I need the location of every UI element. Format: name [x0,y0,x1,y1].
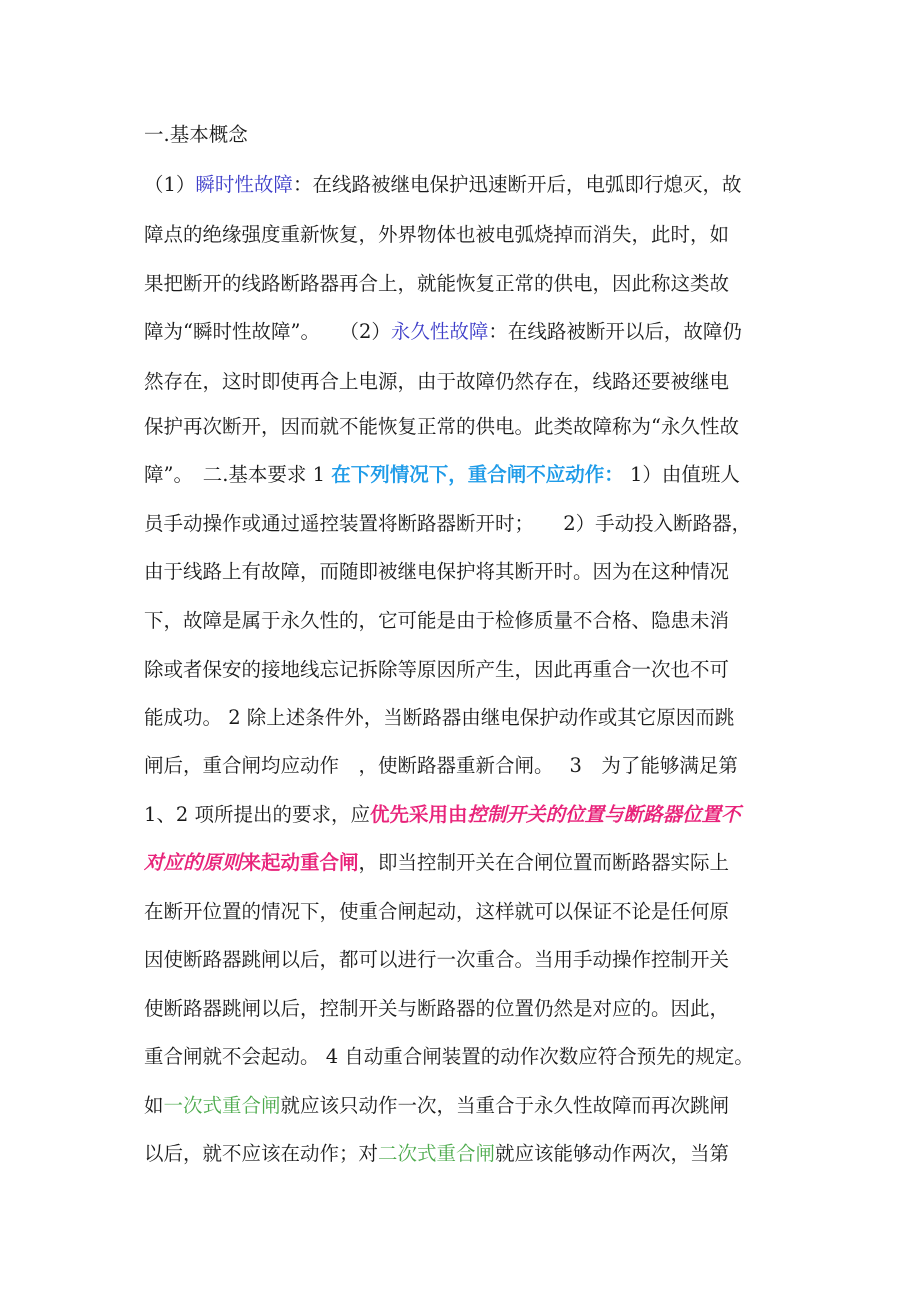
highlight-priority: 优先采用由 [370,803,468,826]
highlight-principle: 控制开关的位置与断路器位置不 [467,803,741,826]
term-two-shot-reclose: 二次式重合闸 [378,1142,496,1165]
text-line [144,462,740,488]
highlight-principle: 对应的原则 [144,851,242,874]
text-run: 就应该能够动作两次，当第 [495,1142,730,1165]
highlight-start-reclose: 来起动重合闸 [241,851,359,874]
text-run: 1）由值班人 [623,463,740,486]
text-line: 重合闸就不会起动。 4 自动重合闸装置的动作次数应符合预先的规定。 [144,1045,754,1068]
text-line [144,172,741,198]
text-run: ，即当控制开关在合闸位置而断路器实际上 [358,851,730,874]
text-run: ：在线路被继电保护迅速断开后，电弧即行熄灭，故 [292,173,742,196]
text-run: 障”。 二.基本要求 1 [144,463,332,486]
text-line: 由于线路上有故障，而随即被继电保护将其断开时。因为在这种情况 [144,560,730,583]
highlight-no-reclose: 在下列情况下，重合闸不应动作： [331,463,624,486]
text-run: 以后，就不应该在动作；对 [144,1142,379,1165]
text-line: 下，故障是属于永久性的，它可能是由于检修质量不合格、隐患未消 [144,609,730,632]
term-permanent-fault: 永久性故障 [390,320,489,343]
text-line [144,850,729,876]
text-run: 障为“瞬时性故障”。 （2） [144,320,391,343]
text-line: 果把断开的线路断路器再合上，就能恢复正常的供电，因此称这类故 [144,272,730,295]
text-run: 1、2 项所提出的要求，应 [144,803,371,826]
text-line: 除或者保安的接地线忘记拆除等原因所产生，因此再重合一次也不可 [144,658,730,681]
text-line: 能成功。 2 除上述条件外，当断路器由继电保护动作或其它原因而跳 [144,706,735,729]
term-single-shot-reclose: 一次式重合闸 [163,1094,281,1117]
text-line: 然存在，这时即使再合上电源，由于故障仍然存在，线路还要被继电 [144,370,730,393]
text-line [144,802,741,828]
section-heading: 一.基本概念 [144,123,248,146]
text-line: 保护再次断开，因而就不能恢复正常的供电。此类故障称为“永久性故 [144,415,739,438]
text-line: 使断路器跳闸以后，控制开关与断路器的位置仍然是对应的。因此， [144,997,730,1020]
text-line: 障点的绝缘强度重新恢复，外界物体也被电弧烧掉而消失，此时，如 [144,223,730,246]
text-run: （1） [144,173,196,196]
text-line [144,1093,729,1119]
text-line: 闸后，重合闸均应动作 ，使断路器重新合闸。 3 为了能够满足第 [144,754,738,777]
text-line [144,319,742,345]
text-line: 因使断路器跳闸以后，都可以进行一次重合。当用手动操作控制开关 [144,948,730,971]
text-run: 就应该只动作一次，当重合于永久性故障而再次跳闸 [280,1094,730,1117]
term-transient-fault: 瞬时性故障 [195,173,293,196]
text-run: 如 [144,1094,164,1117]
text-line [144,1141,729,1167]
text-run: ：在线路被断开以后，故障仍 [488,320,742,343]
text-line: 在断开位置的情况下，使重合闸起动，这样就可以保证不论是任何原 [144,900,730,923]
text-line: 员手动操作或通过遥控装置将断路器断开时； 2）手动投入断路器， [144,512,752,535]
